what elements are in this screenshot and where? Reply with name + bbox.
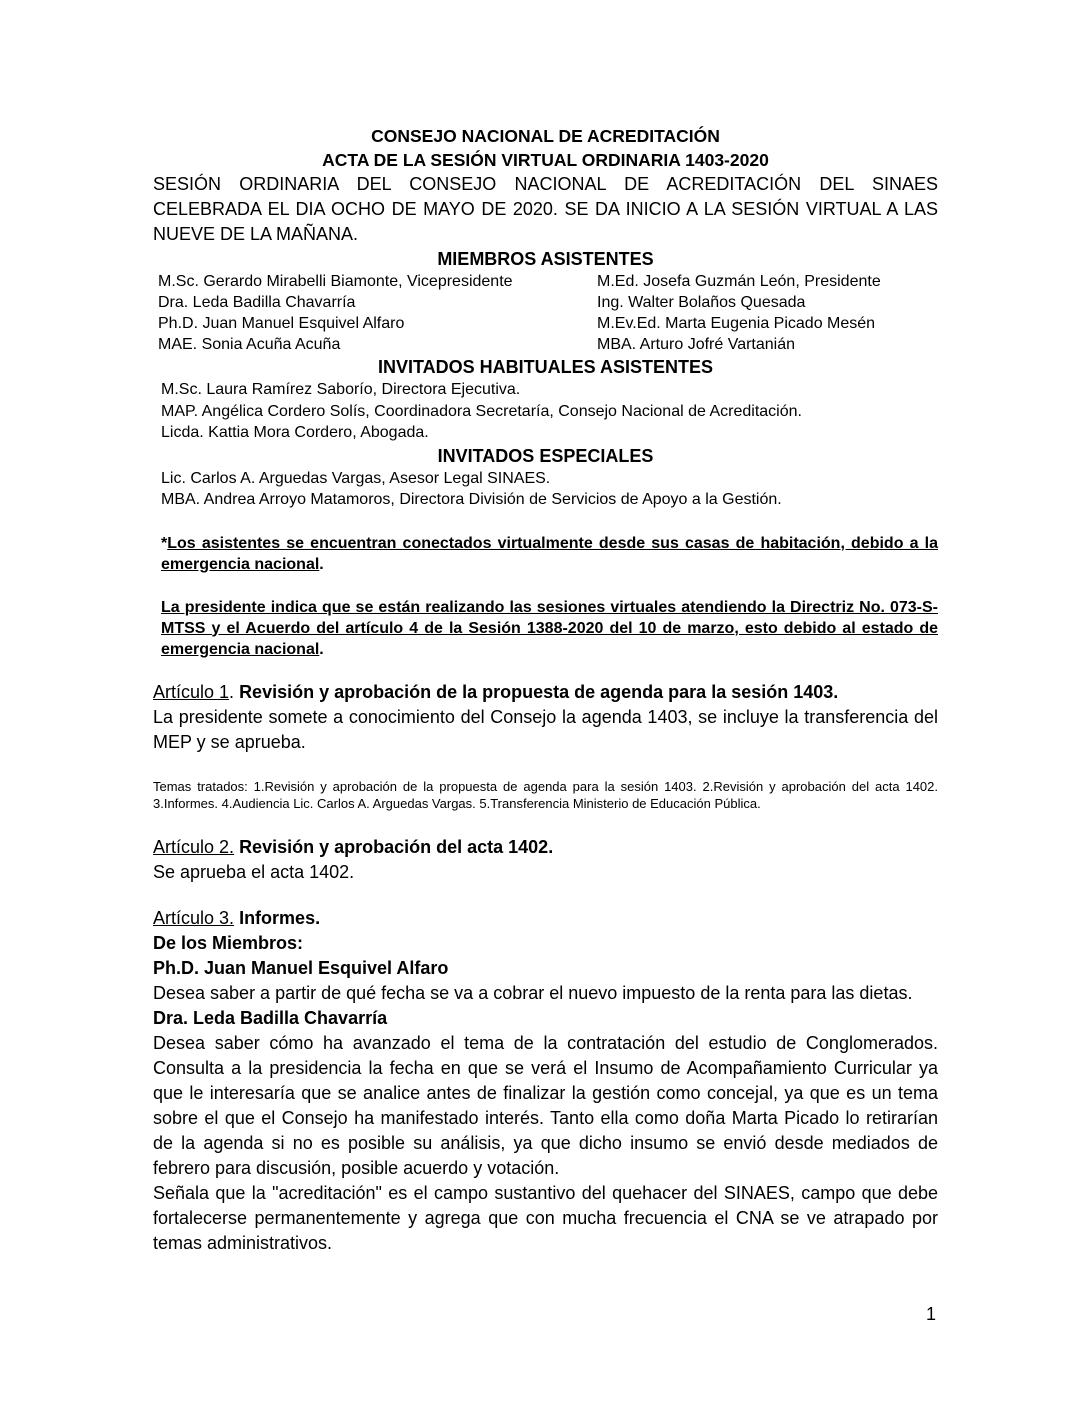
- document-content: [153, 124, 938, 1256]
- notice-star: *: [161, 534, 168, 552]
- notice-end: .: [319, 640, 324, 658]
- articulo-2-label: Artículo 2.: [153, 836, 235, 857]
- invitados-especiales-list: [153, 468, 938, 511]
- member-heading: Ph.D. Juan Manuel Esquivel Alfaro: [153, 957, 449, 978]
- org-title: CONSEJO NACIONAL DE ACREDITACIÓN: [371, 126, 720, 146]
- guest-entry: Licda. Kattia Mora Cordero, Abogada.: [161, 424, 429, 441]
- miembros-list: [153, 271, 938, 355]
- articulo-3-title: Informes.: [239, 907, 321, 928]
- articulo-3-heading: [153, 906, 938, 931]
- articulo-3-subheading: De los Miembros:: [153, 932, 304, 953]
- notice-virtual-connection: [153, 533, 938, 575]
- notice-directriz: [153, 597, 938, 660]
- articulo-1-body: La presidente somete a conocimiento del Consejo la agenda 1403, se incluye la transferencia del MEP y se aprueba.: [153, 706, 938, 752]
- articulo-1-heading: [153, 680, 938, 705]
- member-entry: M.Ed. Josefa Guzmán León, Presidente: [597, 273, 881, 290]
- miembros-heading: MIEMBROS ASISTENTES: [437, 249, 654, 269]
- session-intro: SESIÓN ORDINARIA DEL CONSEJO NACIONAL DE ACREDITACIÓN DEL SINAES CELEBRADA EL DIA OCHO DE MAYO DE 2020. SE DA INICIO A LA SESIÓN VIRTUAL A LAS NUEVE DE LA MAÑANA.: [153, 174, 938, 244]
- member-entry: M.Ev.Ed. Marta Eugenia Picado Mesén: [597, 315, 876, 332]
- page-number: 1: [926, 1304, 937, 1324]
- articulo-3: [153, 906, 938, 1256]
- articulo-2-body: Se aprueba el acta 1402.: [153, 861, 355, 882]
- member-heading: Dra. Leda Badilla Chavarría: [153, 1007, 388, 1028]
- member-entry: Ing. Walter Bolaños Quesada: [597, 294, 806, 311]
- invitados-especiales-heading: INVITADOS ESPECIALES: [437, 445, 654, 466]
- member-report: Señala que la "acreditación" es el campo sustantivo del quehacer del SINAES, campo que debe fortalecerse permanentemente y agrega que con mucha frecuencia el CNA se ve atrapado por temas administrativos.: [153, 1182, 938, 1253]
- articulo-3-label: Artículo 3.: [153, 907, 235, 928]
- articulo-1-sep: .: [229, 681, 240, 702]
- articulo-1-title: Revisión y aprobación de la propuesta de agenda para la sesión 1403.: [239, 681, 839, 702]
- member-entry: MAE. Sonia Acuña Acuña: [158, 336, 341, 353]
- temas-tratados: Temas tratados: 1.Revisión y aprobación de la propuesta de agenda para la sesión 1403. 2.Revisión y aprobación del acta 1402. 3.Informes. 4.Audiencia Lic. Carlos A. Arguedas Vargas. 5.Transferencia Ministerio de Educación Pública.: [153, 778, 938, 811]
- member-entry: MBA. Arturo Jofré Vartanián: [597, 336, 796, 353]
- member-report: Desea saber a partir de qué fecha se va a cobrar el nuevo impuesto de la renta para las dietas.: [153, 982, 913, 1003]
- member-report: Desea saber cómo ha avanzado el tema de la contratación del estudio de Conglomerados. Consulta a la presidencia la fecha en que se verá el Insumo de Acompañamiento Curricular ya que le interesaría que se analice antes de finalizar la gestión como concejal, ya que es un tema sobre el que el Consejo ha manifestado interés. Tanto ella como doña Marta Picado lo retirarían de la agenda si no es posible su análisis, ya que dicho insumo se envió desde mediados de febrero para discusión, posible acuerdo y votación.: [153, 1032, 938, 1178]
- articulo-1-label: Artículo 1: [153, 681, 230, 702]
- notice-text: Los asistentes se encuentran conectados virtualmente desde sus casas de habitación, debido a la emergencia nacional: [161, 534, 938, 573]
- member-entry: Ph.D. Juan Manuel Esquivel Alfaro: [158, 315, 405, 332]
- acta-title: ACTA DE LA SESIÓN VIRTUAL ORDINARIA 1403-2020: [322, 150, 769, 170]
- guest-entry: MBA. Andrea Arroyo Matamoros, Directora División de Servicios de Apoyo a la Gestión.: [161, 491, 782, 508]
- invitados-habituales-list: [153, 379, 938, 444]
- guest-entry: MAP. Angélica Cordero Solís, Coordinadora Secretaría, Consejo Nacional de Acreditación.: [161, 402, 802, 420]
- notice-text: La presidente indica que se están realizando las sesiones virtuales atendiendo la Directriz No. 073-S-MTSS y el Acuerdo del artículo 4 de la Sesión 1388-2020 del 10 de marzo, esto debido al estado de emergencia nacional: [161, 598, 938, 658]
- member-entry: M.Sc. Gerardo Mirabelli Biamonte, Vicepresidente: [158, 273, 513, 290]
- invitados-habituales-heading: INVITADOS HABITUALES ASISTENTES: [377, 357, 714, 377]
- articulo-2-heading: [153, 835, 938, 860]
- articulo-2-title: Revisión y aprobación del acta 1402.: [239, 836, 554, 857]
- member-entry: Dra. Leda Badilla Chavarría: [158, 294, 356, 311]
- guest-entry: Lic. Carlos A. Arguedas Vargas, Asesor Legal SINAES.: [161, 469, 551, 487]
- articulo-1: [153, 680, 938, 812]
- notice-end: .: [319, 555, 324, 573]
- articulo-2: [153, 835, 938, 885]
- guest-entry: M.Sc. Laura Ramírez Saborío, Directora Ejecutiva.: [161, 381, 521, 398]
